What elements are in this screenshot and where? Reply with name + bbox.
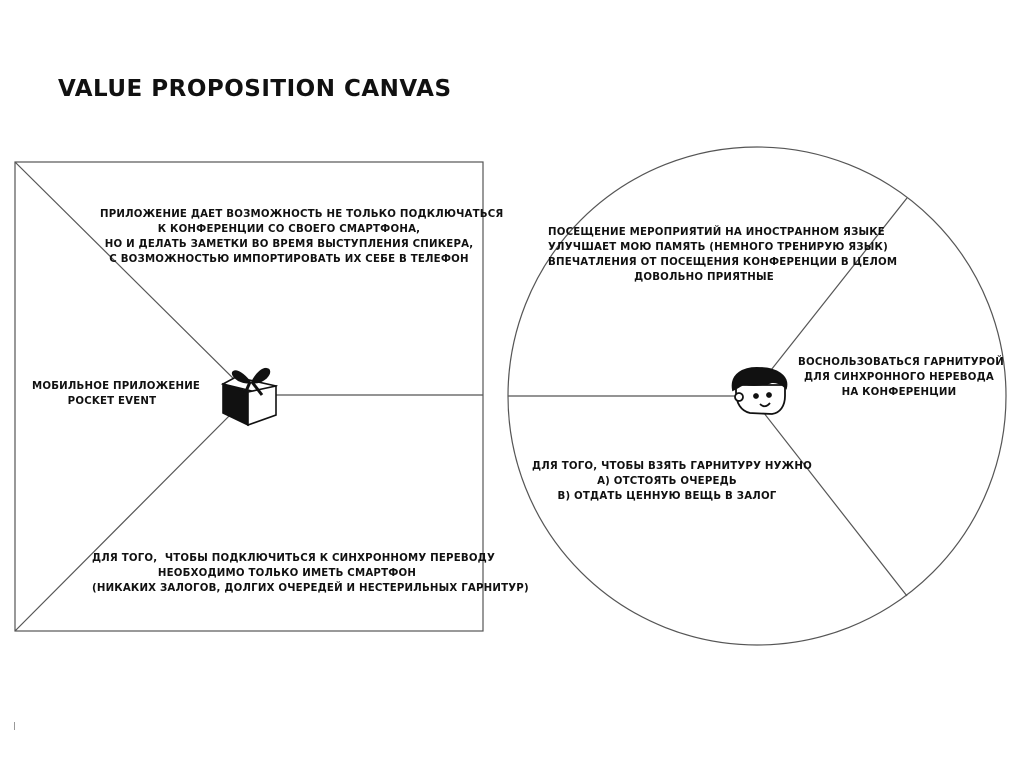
customer-gains-text: ПОСЕЩЕНИЕ МЕРОПРИЯТИЙ НА ИНОСТРАННОМ ЯЗЫКЕ УЛУЧШАЕТ МОЮ ПАМЯТЬ (НЕМНОГО ТРЕНИРУЮ ЯЗЫК) ВПЕЧАТЛЕНИЯ ОТ ПОСЕЩЕНИЯ КОНФЕРЕНЦИИ В ЦЕЛОМ ДОВОЛЬНО ПРИЯТНЫЕ xyxy=(548,227,898,283)
gift-box-icon xyxy=(223,369,276,425)
page-marker xyxy=(14,722,15,730)
page-title: VALUE PROPOSITION CANVAS xyxy=(58,76,452,102)
customer-face-icon xyxy=(733,368,787,414)
customer-pains-text: ДЛЯ ТОГО, ЧТОБЫ ВЗЯТЬ ГАРНИТУРУ НУЖНО А) ОТСТОЯТЬ ОЧЕРЕДЬ В) ОТДАТЬ ЦЕННУЮ ВЕЩЬ В ЗАЛОГ xyxy=(532,461,812,502)
square-divider-top xyxy=(15,162,250,395)
value-map-product-name-text: МОБИЛЬНОЕ ПРИЛОЖЕНИЕ POCKET EVENT xyxy=(32,381,201,407)
customer-jobs-text: ВОСНОЛЬЗОВАТЬСЯ ГАРНИТУРОЙ ДЛЯ СИНХРОННОГО НЕРЕВОДА НА КОНФЕРЕНЦИИ xyxy=(798,357,1004,398)
value-map-products-services-text: ПРИЛОЖЕНИЕ ДАЕТ ВОЗМОЖНОСТЬ НЕ ТОЛЬКО ПОДКЛЮЧАТЬСЯ К КОНФЕРЕНЦИИ СО СВОЕГО СМАРТФОНА, НО И ДЕЛАТЬ ЗАМЕТКИ ВО ВРЕМЯ ВЫСТУПЛЕНИЯ СПИКЕРА, С ВОЗМОЖНОСТЬЮ ИМПОРТИРОВАТЬ ИХ СЕБЕ В ТЕЛЕФОН xyxy=(100,209,504,265)
value-map-pain-relievers-text: ДЛЯ ТОГО, ЧТОБЫ ПОДКЛЮЧИТЬСЯ К СИНХРОННОМУ ПЕРЕВОДУ НЕОБХОДИМО ТОЛЬКО ИМЕТЬ СМАРТФОН (НИКАКИХ ЗАЛОГОВ, ДОЛГИХ ОЧЕРЕДЕЙ И НЕСТЕРИЛЬНЫХ ГАРНИТУР) xyxy=(92,553,529,594)
